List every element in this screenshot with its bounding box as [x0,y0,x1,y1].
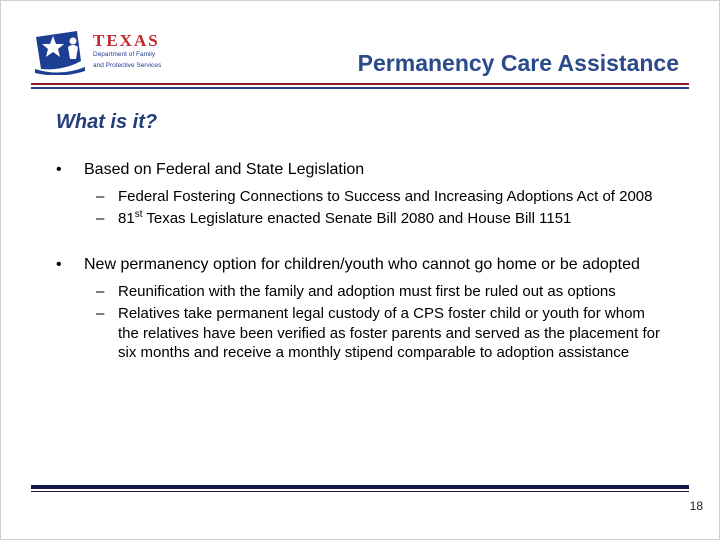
header-divider-red [31,83,689,85]
sub-bullet-item [96,304,667,363]
sub-bullet-list [96,282,667,363]
dfps-logo [33,27,161,75]
header-divider-blue [31,87,689,89]
footer-divider-thin [31,491,689,492]
dash-marker-icon: – [96,282,105,300]
star-people-icon [33,27,87,75]
bullet-marker-icon: • [56,255,62,273]
ordinal-superscript: st [134,209,143,221]
slide-body [56,103,667,389]
bullet-item [56,255,667,276]
dash-marker-icon: – [96,187,105,205]
bullet-text: Based on Federal and State Legislation [84,161,365,178]
sub-bullet-item [96,209,667,229]
footer-divider-thick [31,485,689,489]
sub-bullet-text-post: Texas Legislature enacted Senate Bill 2080 and House Bill 1151 [142,210,572,228]
sub-bullet-text [118,209,571,229]
slide-header [33,11,679,77]
footer-divider [31,485,689,492]
bullet-item [56,160,667,181]
bullet-group-2 [56,255,667,363]
dash-marker-icon: – [96,210,105,228]
bullet-marker-icon: • [56,161,62,178]
logo-org-name: TEXAS [93,31,160,51]
logo-dept-line1: Department of Family [93,51,156,59]
sub-bullet-list [96,187,667,229]
sub-bullet-item [96,187,667,207]
header-divider [31,83,689,89]
section-heading: What is it? [56,111,158,133]
dash-marker-icon: – [96,305,105,323]
logo-dept-line2: and Protective Services [93,61,162,69]
sub-bullet-text-pre: 81 [118,210,135,228]
sub-bullet-text: Relatives take permanent legal custody of a CPS foster child or youth for whom the relatives have been verified as foster parents and served as the placement for six months and receive a monthly stipend comparable to adoption assistance [118,305,660,362]
sub-bullet-item [96,282,667,302]
bullet-text: New permanency option for children/youth who cannot go home or be adopted [84,255,640,273]
logo-text [93,32,161,69]
sub-bullet-text: Federal Fostering Connections to Success and Increasing Adoptions Act of 2008 [118,187,653,205]
page-number: 18 [689,499,703,513]
slide-title: Permanency Care Assistance [357,50,679,76]
bullet-group-1 [56,160,667,229]
sub-bullet-text: Reunification with the family and adoption must first be ruled out as options [118,282,616,300]
